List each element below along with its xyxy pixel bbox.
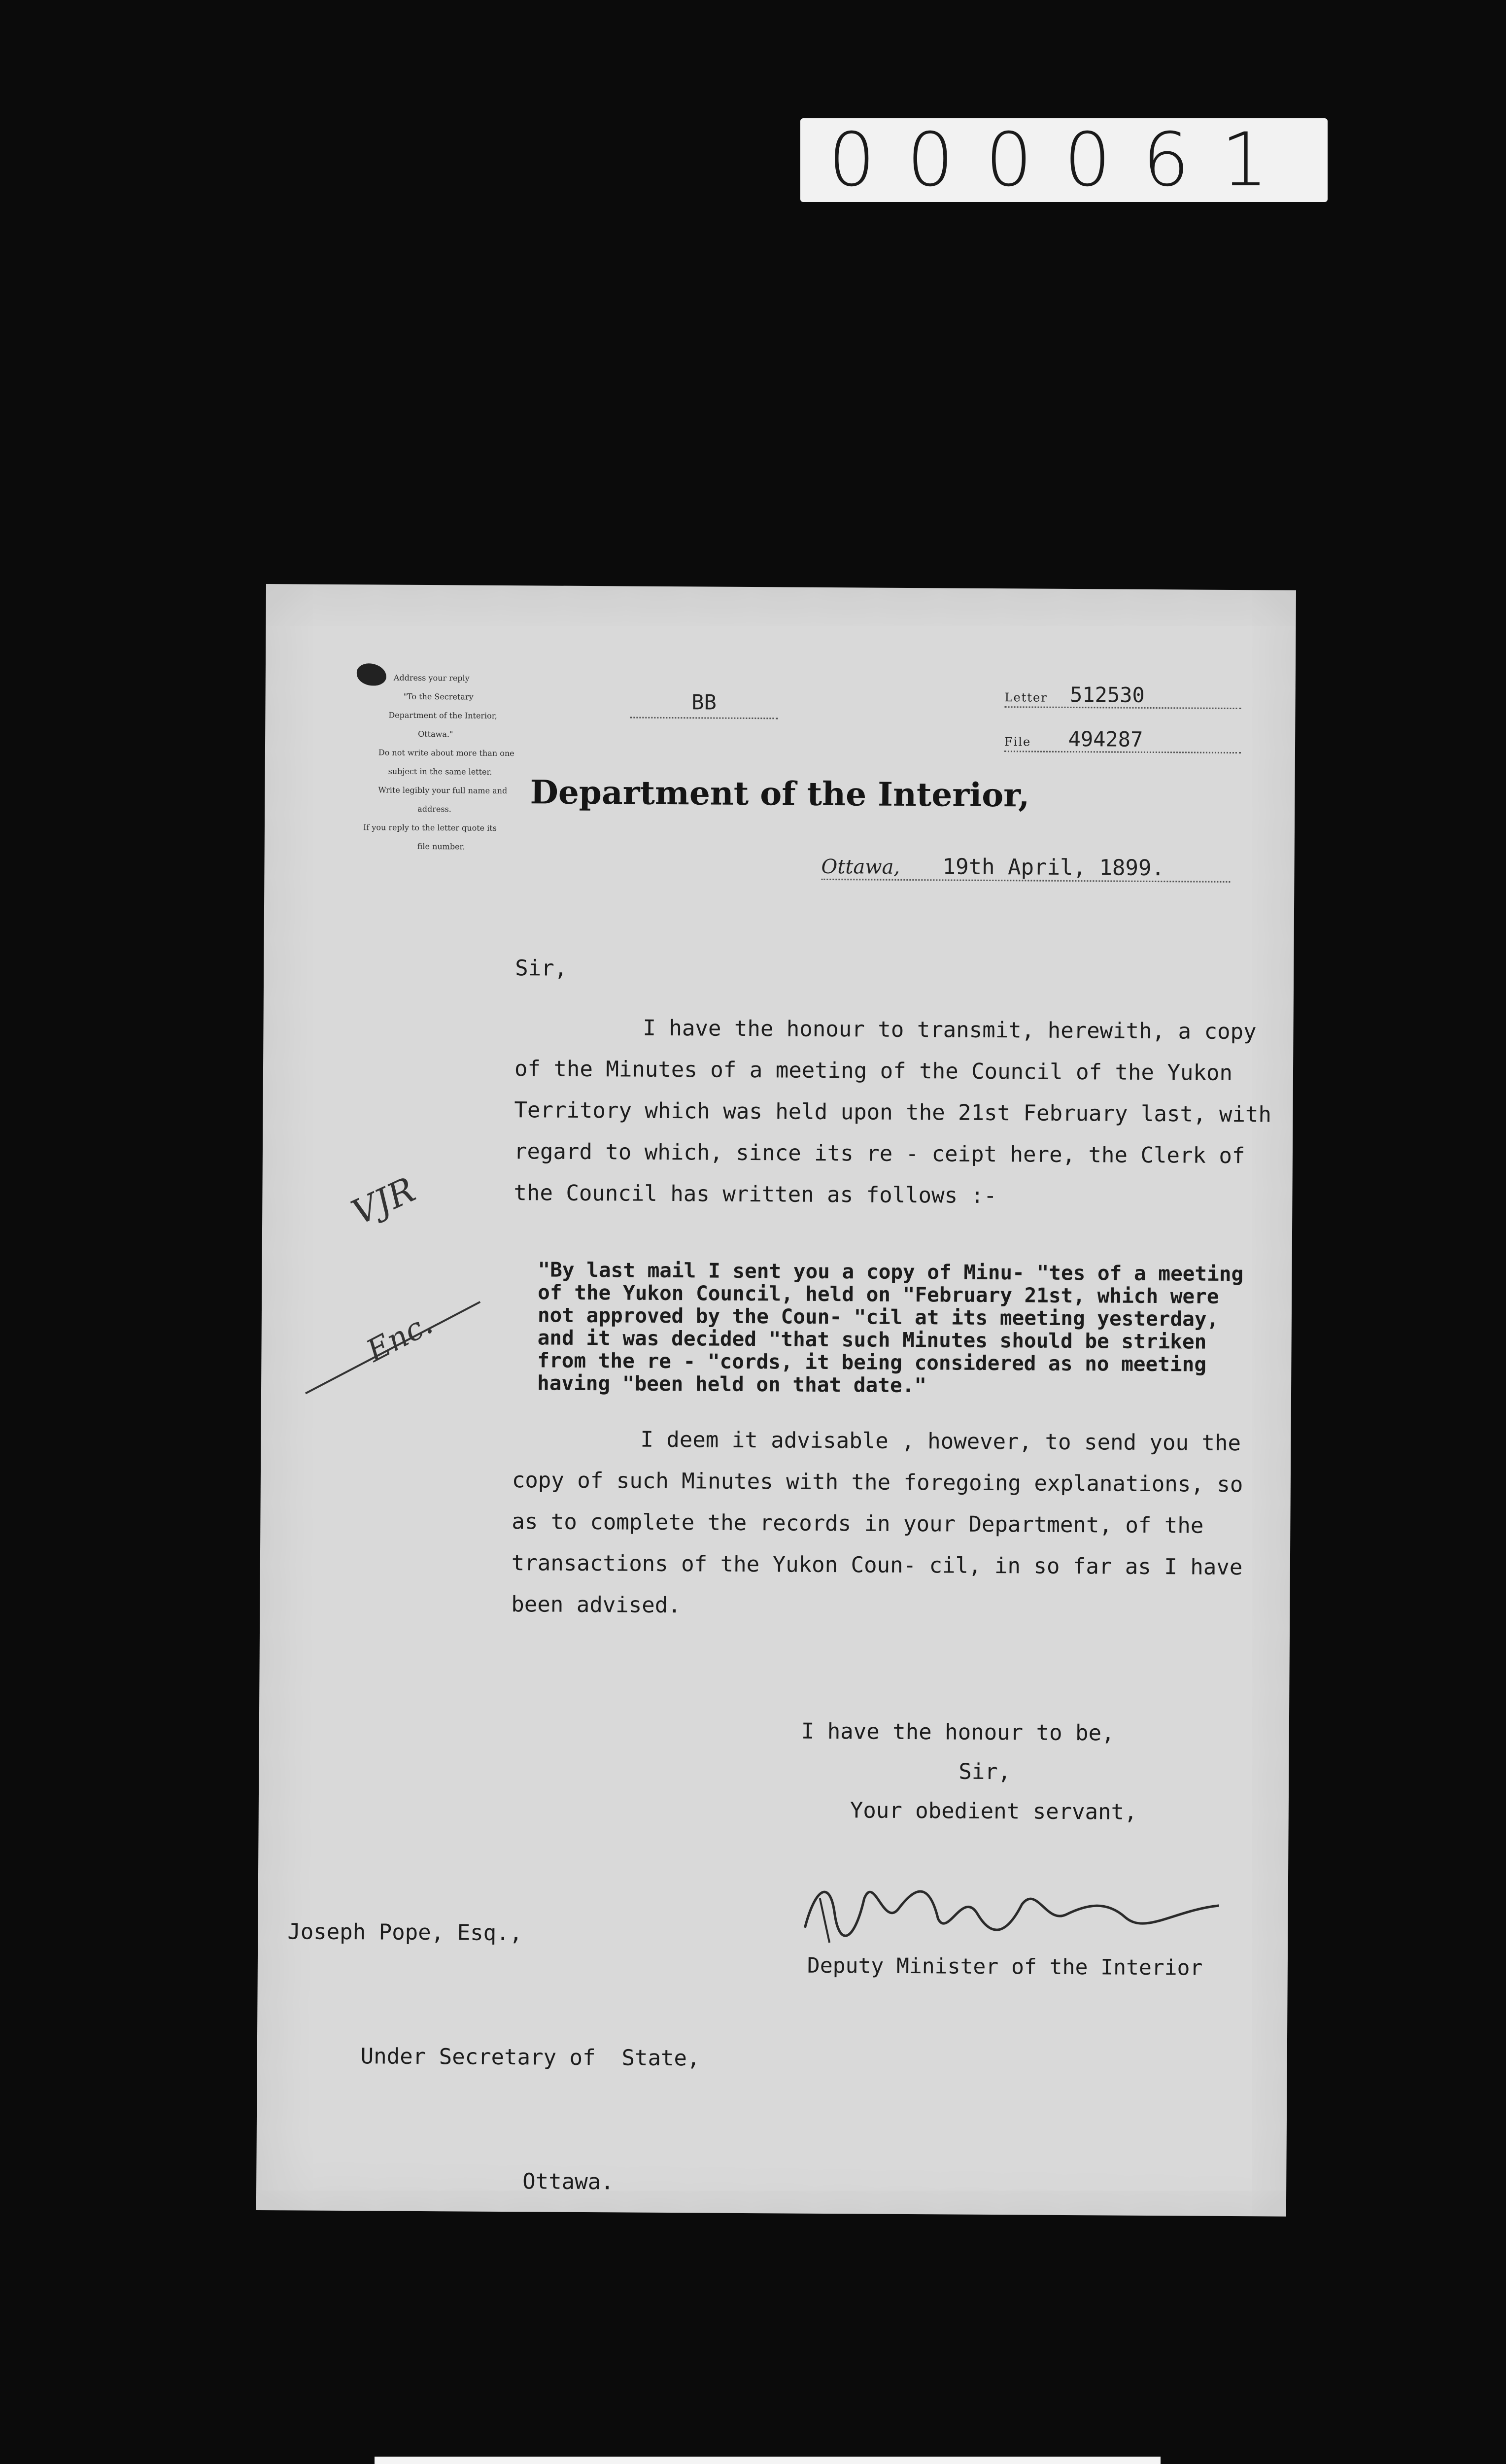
addressee-title: Under Secretary of State,: [360, 2044, 700, 2071]
instruction-line: "To the Secretary: [403, 691, 474, 702]
instruction-line: file number.: [417, 841, 465, 852]
instruction-line: Department of the Interior,: [388, 710, 497, 720]
enclosure-underline: [305, 1301, 480, 1394]
letter-number: 512530: [1069, 682, 1145, 707]
quoted-passage: "By last mail I sent you a copy of Minu- "tes of a meeting of the Yukon Council, held on "February 21st, which were not approved by the Coun- "cil at its meeting yesterday, and it was decided "that such Minutes should be striken from the re - "cords, it being considered as no meeting having "been held on that date.": [537, 1258, 1244, 1398]
letter-label: Letter: [1004, 690, 1048, 705]
file-label: File: [1004, 735, 1031, 749]
instruction-line: subject in the same letter.: [388, 766, 492, 777]
archive-reference-label: [375, 2457, 1161, 2464]
instruction-line: Write legibly your full name and: [378, 785, 508, 795]
addressee-block: [285, 1828, 701, 2286]
frame-number: 000061: [800, 118, 1328, 202]
file-number: 494287: [1068, 726, 1143, 752]
paragraph-1: I have the honour to transmit, herewith, a copy of the Minutes of a meeting of the Council of the Yukon Territory which was held upon the 21st February last, with regard to which, since its re - ceipt here, the Clerk of the Council has written as follows :-: [513, 1015, 1272, 1209]
typist-initials: BB: [630, 690, 778, 719]
instruction-line: Ottawa.": [418, 729, 453, 739]
enclosure-note: Enc.: [360, 1305, 439, 1369]
closing-line-2: Sir,: [958, 1759, 1011, 1785]
margin-initials: VJR: [345, 1169, 421, 1233]
file-number-row: [1004, 726, 1241, 753]
signature: [800, 1869, 1224, 1952]
paragraph-2: I deem it advisable , however, to send you the copy of such Minutes with the foregoing explanations, so as to complete the records in your Department, of the transactions of the Yukon Coun- cil, in so far as I have been advised.: [511, 1427, 1243, 1618]
signatory-title: Deputy Minister of the Interior: [807, 1953, 1203, 1981]
reply-instructions: [358, 663, 517, 861]
instruction-line: address.: [417, 804, 451, 814]
place-name: Ottawa,: [821, 855, 900, 879]
salutation: Sir,: [515, 956, 568, 981]
department-heading: Department of the Interior,: [530, 773, 1030, 815]
instruction-line: Address your reply: [393, 673, 470, 683]
signature-scrawl: [800, 1869, 1224, 1950]
instruction-line: Do not write about more than one: [378, 748, 514, 758]
closing-line-3: Your obedient servant,: [850, 1798, 1137, 1825]
instruction-line: If you reply to the letter quote its: [363, 822, 497, 833]
addressee-city: Ottawa.: [522, 2169, 614, 2195]
dateline: [821, 854, 1230, 883]
letter-date: 19th April, 1899.: [942, 854, 1165, 881]
addressee-name: Joseph Pope, Esq.,: [287, 1919, 523, 1946]
closing-line-1: I have the honour to be,: [801, 1718, 1115, 1746]
letter-page: [256, 584, 1296, 2217]
letter-number-row: [1004, 682, 1241, 709]
